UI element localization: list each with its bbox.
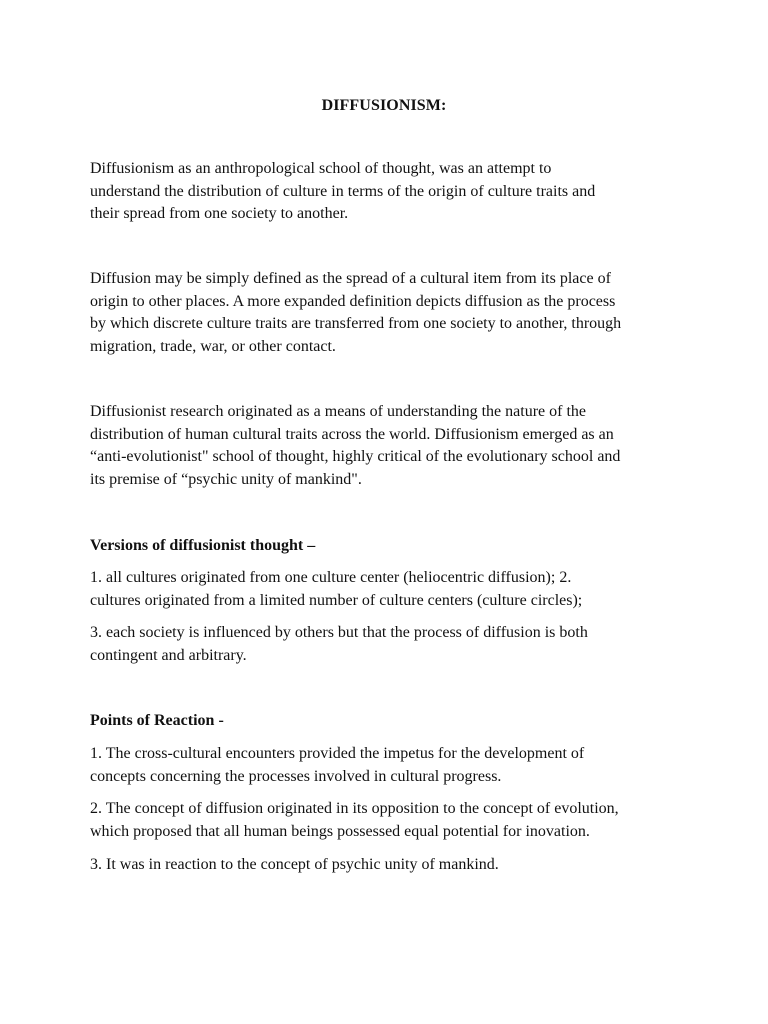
reaction-heading bbox=[90, 710, 690, 732]
paragraph-line: by which discrete culture traits are transferred from one society to another, through bbox=[90, 315, 622, 332]
list-item-line: which proposed that all human beings possessed equal potential for inovation. bbox=[90, 822, 590, 840]
versions-heading bbox=[90, 535, 690, 557]
list-item-line: 3. each society is influenced by others but that the process of diffusion is both bbox=[90, 624, 588, 641]
reaction-item-2 bbox=[90, 798, 690, 843]
reaction-heading-suffix: - bbox=[214, 712, 224, 729]
list-item-line: cultures originated from a limited number of culture centers (culture circles); bbox=[90, 591, 583, 609]
versions-heading-text: Versions of diffusionist thought bbox=[90, 537, 304, 554]
list-item-line: 3. It was in reaction to the concept of psychic unity of mankind. bbox=[90, 856, 499, 873]
list-item-line: 2. The concept of diffusion originated in its opposition to the concept of evolution, bbox=[90, 800, 619, 817]
document-title: DIFFUSIONISM: bbox=[321, 97, 447, 114]
paragraph-line: distribution of human cultural traits across the world. Diffusionism emerged as an bbox=[90, 425, 614, 443]
reaction-heading-text: Points of Reaction bbox=[90, 712, 215, 729]
paragraph-line: Diffusionism as an anthropological school of thought, was an attempt to bbox=[90, 160, 552, 177]
paragraph-line: understand the distribution of culture in terms of the origin of culture traits and bbox=[90, 182, 596, 200]
paragraph-intro bbox=[90, 158, 690, 226]
reaction-item-3 bbox=[90, 854, 690, 877]
list-item-line: concepts concerning the processes involved in cultural progress. bbox=[90, 767, 502, 785]
paragraph-line: origin to other places. A more expanded definition depicts diffusion as the process bbox=[90, 292, 616, 310]
versions-heading-suffix: – bbox=[303, 537, 316, 554]
paragraph-line: their spread from one society to another. bbox=[90, 205, 349, 222]
paragraph-line: “anti-evolutionist" school of thought, highly critical of the evolutionary school and bbox=[90, 448, 621, 465]
paragraph-research bbox=[90, 401, 690, 491]
paragraph-line: Diffusion may be simply defined as the spread of a cultural item from its place of bbox=[90, 270, 611, 287]
list-item-line: 1. The cross-cultural encounters provided the impetus for the development of bbox=[90, 745, 585, 762]
paragraph-line: Diffusionist research originated as a means of understanding the nature of the bbox=[90, 403, 586, 420]
list-item-line: 1. all cultures originated from one culture center (heliocentric diffusion); 2. bbox=[90, 569, 572, 586]
versions-item-2 bbox=[90, 622, 690, 667]
list-item-line: contingent and arbitrary. bbox=[90, 646, 247, 664]
paragraph-definition bbox=[90, 268, 690, 358]
versions-item-1 bbox=[90, 567, 690, 612]
paragraph-line: migration, trade, war, or other contact. bbox=[90, 337, 336, 355]
paragraph-line: its premise of “psychic unity of mankind". bbox=[90, 470, 362, 488]
reaction-item-1 bbox=[90, 743, 690, 788]
